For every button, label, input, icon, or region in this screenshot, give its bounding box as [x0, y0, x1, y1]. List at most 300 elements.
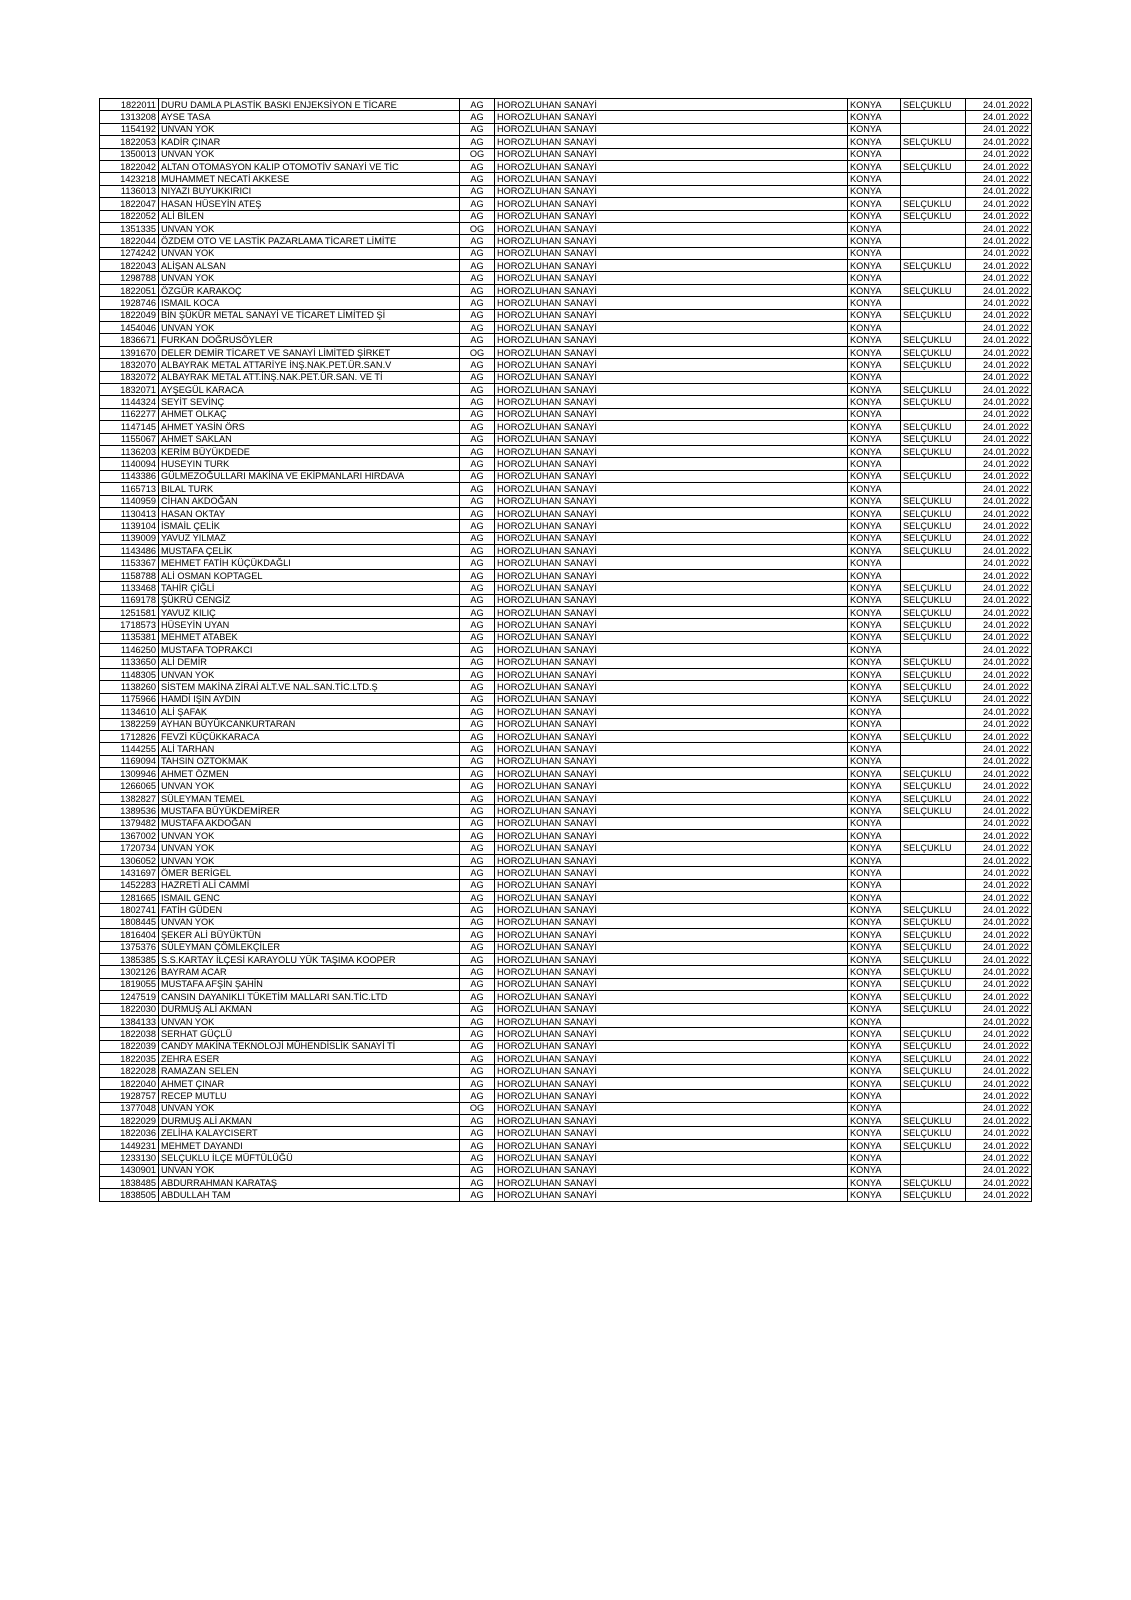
cell-name: UNVAN YOK: [159, 854, 460, 866]
cell-name: HAZRETİ ALİ CAMMİ: [159, 879, 460, 891]
table-row: [100, 1065, 1032, 1077]
cell-zone: HOROZLUHAN SANAYİ: [495, 817, 848, 829]
cell-id: 1309946: [100, 768, 159, 780]
cell-id: 1822043: [100, 260, 159, 272]
cell-name: SİSTEM MAKİNA ZİRAİ ALT.VE NAL.SAN.TİC.LTD.Ş: [159, 681, 460, 693]
cell-id: 1139009: [100, 532, 159, 544]
table-row: [100, 1176, 1032, 1188]
cell-date: 24.01.2022: [966, 706, 1032, 718]
table-row: [100, 904, 1032, 916]
cell-district: [901, 458, 966, 470]
cell-city: KONYA: [848, 173, 901, 185]
cell-zone: HOROZLUHAN SANAYİ: [495, 334, 848, 346]
cell-name: SÜLEYMAN ÇÖMLEKÇİLER: [159, 941, 460, 953]
cell-city: KONYA: [848, 483, 901, 495]
cell-date: 24.01.2022: [966, 545, 1032, 557]
cell-zone: HOROZLUHAN SANAYİ: [495, 730, 848, 742]
cell-name: MEHMET DAYANDI: [159, 1139, 460, 1151]
cell-id: 1822047: [100, 198, 159, 210]
cell-city: KONYA: [848, 1164, 901, 1176]
cell-district: SELÇUKLU: [901, 532, 966, 544]
cell-date: 24.01.2022: [966, 991, 1032, 1003]
table-body: [100, 99, 1032, 1202]
cell-city: KONYA: [848, 1090, 901, 1102]
cell-zone: HOROZLUHAN SANAYİ: [495, 1040, 848, 1052]
cell-date: 24.01.2022: [966, 309, 1032, 321]
cell-district: SELÇUKLU: [901, 545, 966, 557]
cell-district: SELÇUKLU: [901, 631, 966, 643]
cell-name: GÜLMEZOĞULLARI MAKİNA VE EKİPMANLARI HIRDAVA: [159, 470, 460, 482]
cell-date: 24.01.2022: [966, 334, 1032, 346]
outage-table: [99, 98, 1032, 1202]
cell-city: KONYA: [848, 1040, 901, 1052]
cell-district: [901, 371, 966, 383]
cell-zone: HOROZLUHAN SANAYİ: [495, 842, 848, 854]
table-row: [100, 284, 1032, 296]
cell-name: ALİ DEMİR: [159, 656, 460, 668]
table-row: [100, 260, 1032, 272]
cell-type: AG: [460, 594, 495, 606]
cell-name: ŞÜKRÜ CENGİZ: [159, 594, 460, 606]
cell-id: 1266065: [100, 780, 159, 792]
cell-zone: HOROZLUHAN SANAYİ: [495, 123, 848, 135]
cell-city: KONYA: [848, 210, 901, 222]
cell-name: FURKAN DOĞRUSÖYLER: [159, 334, 460, 346]
cell-type: AG: [460, 396, 495, 408]
cell-city: KONYA: [848, 495, 901, 507]
cell-type: AG: [460, 210, 495, 222]
cell-name: HÜSEYİN UYAN: [159, 619, 460, 631]
cell-type: AG: [460, 1065, 495, 1077]
cell-name: RECEP MUTLU: [159, 1090, 460, 1102]
cell-type: AG: [460, 173, 495, 185]
cell-zone: HOROZLUHAN SANAYİ: [495, 916, 848, 928]
cell-district: [901, 483, 966, 495]
cell-date: 24.01.2022: [966, 408, 1032, 420]
cell-name: FEVZİ KÜÇÜKKARACA: [159, 730, 460, 742]
cell-district: SELÇUKLU: [901, 421, 966, 433]
cell-zone: HOROZLUHAN SANAYİ: [495, 1189, 848, 1201]
cell-district: SELÇUKLU: [901, 953, 966, 965]
cell-city: KONYA: [848, 817, 901, 829]
cell-name: CANDY MAKİNA TEKNOLOJİ MÜHENDİSLİK SANAYİ Tİ: [159, 1040, 460, 1052]
cell-district: [901, 817, 966, 829]
table-row: [100, 1139, 1032, 1151]
cell-id: 1816404: [100, 929, 159, 941]
cell-district: SELÇUKLU: [901, 1053, 966, 1065]
table-row: [100, 1115, 1032, 1127]
cell-type: AG: [460, 904, 495, 916]
cell-district: SELÇUKLU: [901, 334, 966, 346]
cell-zone: HOROZLUHAN SANAYİ: [495, 210, 848, 222]
table-row: [100, 198, 1032, 210]
cell-zone: HOROZLUHAN SANAYİ: [495, 185, 848, 197]
cell-date: 24.01.2022: [966, 1176, 1032, 1188]
cell-type: AG: [460, 545, 495, 557]
cell-district: [901, 743, 966, 755]
cell-city: KONYA: [848, 706, 901, 718]
cell-name: UNVAN YOK: [159, 1102, 460, 1114]
cell-date: 24.01.2022: [966, 520, 1032, 532]
cell-type: AG: [460, 483, 495, 495]
cell-name: UNVAN YOK: [159, 842, 460, 854]
table-row: [100, 755, 1032, 767]
cell-date: 24.01.2022: [966, 123, 1032, 135]
cell-name: BAYRAM ACAR: [159, 966, 460, 978]
cell-name: MUHAMMET NECATİ AKKESE: [159, 173, 460, 185]
cell-city: KONYA: [848, 532, 901, 544]
cell-id: 1822039: [100, 1040, 159, 1052]
table-row: [100, 297, 1032, 309]
cell-zone: HOROZLUHAN SANAYİ: [495, 780, 848, 792]
cell-id: 1146250: [100, 644, 159, 656]
cell-date: 24.01.2022: [966, 668, 1032, 680]
cell-name: MUSTAFA ÇELİK: [159, 545, 460, 557]
cell-id: 1384133: [100, 1015, 159, 1027]
cell-district: SELÇUKLU: [901, 1127, 966, 1139]
cell-zone: HOROZLUHAN SANAYİ: [495, 247, 848, 259]
cell-id: 1367002: [100, 830, 159, 842]
cell-district: [901, 185, 966, 197]
cell-type: AG: [460, 892, 495, 904]
cell-district: [901, 247, 966, 259]
cell-type: AG: [460, 507, 495, 519]
cell-district: SELÇUKLU: [901, 359, 966, 371]
cell-city: KONYA: [848, 656, 901, 668]
cell-date: 24.01.2022: [966, 768, 1032, 780]
cell-name: AYHAN BÜYÜKCANKURTARAN: [159, 718, 460, 730]
cell-date: 24.01.2022: [966, 99, 1032, 111]
cell-name: HASAN OKTAY: [159, 507, 460, 519]
cell-name: UNVAN YOK: [159, 780, 460, 792]
cell-zone: HOROZLUHAN SANAYİ: [495, 309, 848, 321]
cell-district: SELÇUKLU: [901, 842, 966, 854]
table-row: [100, 830, 1032, 842]
cell-zone: HOROZLUHAN SANAYİ: [495, 371, 848, 383]
cell-zone: HOROZLUHAN SANAYİ: [495, 483, 848, 495]
cell-name: UNVAN YOK: [159, 222, 460, 234]
cell-date: 24.01.2022: [966, 371, 1032, 383]
cell-district: [901, 879, 966, 891]
cell-city: KONYA: [848, 198, 901, 210]
cell-date: 24.01.2022: [966, 656, 1032, 668]
cell-date: 24.01.2022: [966, 185, 1032, 197]
cell-city: KONYA: [848, 941, 901, 953]
cell-type: AG: [460, 1164, 495, 1176]
cell-type: AG: [460, 817, 495, 829]
cell-name: ABDURRAHMAN KARATAŞ: [159, 1176, 460, 1188]
cell-type: AG: [460, 421, 495, 433]
cell-zone: HOROZLUHAN SANAYİ: [495, 991, 848, 1003]
cell-id: 1822030: [100, 1003, 159, 1015]
cell-name: MUSTAFA TOPRAKCI: [159, 644, 460, 656]
cell-name: RAMAZAN SELEN: [159, 1065, 460, 1077]
cell-district: [901, 644, 966, 656]
cell-id: 1138260: [100, 681, 159, 693]
cell-zone: HOROZLUHAN SANAYİ: [495, 136, 848, 148]
cell-type: AG: [460, 768, 495, 780]
cell-type: AG: [460, 607, 495, 619]
cell-city: KONYA: [848, 693, 901, 705]
cell-name: AYŞEGÜL KARACA: [159, 383, 460, 395]
cell-zone: HOROZLUHAN SANAYİ: [495, 272, 848, 284]
table-row: [100, 743, 1032, 755]
cell-district: [901, 1102, 966, 1114]
cell-zone: HOROZLUHAN SANAYİ: [495, 966, 848, 978]
table-row: [100, 879, 1032, 891]
cell-date: 24.01.2022: [966, 879, 1032, 891]
cell-name: UNVAN YOK: [159, 830, 460, 842]
cell-date: 24.01.2022: [966, 1065, 1032, 1077]
table-row: [100, 470, 1032, 482]
cell-name: YAVUZ KILIÇ: [159, 607, 460, 619]
cell-id: 1832072: [100, 371, 159, 383]
cell-name: SERHAT GÜÇLÜ: [159, 1028, 460, 1040]
cell-name: ÖZGÜR KARAKOÇ: [159, 284, 460, 296]
cell-name: UNVAN YOK: [159, 668, 460, 680]
cell-city: KONYA: [848, 668, 901, 680]
cell-date: 24.01.2022: [966, 1028, 1032, 1040]
cell-district: SELÇUKLU: [901, 1176, 966, 1188]
cell-id: 1382827: [100, 792, 159, 804]
cell-zone: HOROZLUHAN SANAYİ: [495, 222, 848, 234]
cell-district: SELÇUKLU: [901, 346, 966, 358]
cell-type: AG: [460, 322, 495, 334]
cell-name: TAHSIN OZTOKMAK: [159, 755, 460, 767]
cell-city: KONYA: [848, 953, 901, 965]
table-row: [100, 953, 1032, 965]
cell-type: OG: [460, 222, 495, 234]
cell-type: AG: [460, 1040, 495, 1052]
cell-id: 1158788: [100, 569, 159, 581]
cell-date: 24.01.2022: [966, 607, 1032, 619]
table-row: [100, 334, 1032, 346]
cell-city: KONYA: [848, 1102, 901, 1114]
cell-zone: HOROZLUHAN SANAYİ: [495, 1077, 848, 1089]
cell-date: 24.01.2022: [966, 1015, 1032, 1027]
cell-city: KONYA: [848, 136, 901, 148]
cell-name: NIYAZI BUYUKKIRICI: [159, 185, 460, 197]
cell-date: 24.01.2022: [966, 433, 1032, 445]
cell-city: KONYA: [848, 966, 901, 978]
cell-id: 1175966: [100, 693, 159, 705]
table-row: [100, 1040, 1032, 1052]
cell-name: ALBAYRAK METAL ATT.İNŞ.NAK.PET.ÜR.SAN. VE Tİ: [159, 371, 460, 383]
cell-id: 1822051: [100, 284, 159, 296]
cell-id: 1822052: [100, 210, 159, 222]
table-row: [100, 631, 1032, 643]
cell-name: SÜLEYMAN TEMEL: [159, 792, 460, 804]
cell-date: 24.01.2022: [966, 978, 1032, 990]
cell-district: [901, 272, 966, 284]
cell-date: 24.01.2022: [966, 421, 1032, 433]
cell-name: MUSTAFA AKDOĞAN: [159, 817, 460, 829]
cell-district: [901, 297, 966, 309]
table-row: [100, 941, 1032, 953]
cell-zone: HOROZLUHAN SANAYİ: [495, 1102, 848, 1114]
cell-date: 24.01.2022: [966, 792, 1032, 804]
table-row: [100, 966, 1032, 978]
cell-zone: HOROZLUHAN SANAYİ: [495, 1003, 848, 1015]
cell-type: AG: [460, 99, 495, 111]
cell-type: AG: [460, 780, 495, 792]
cell-id: 1822029: [100, 1115, 159, 1127]
cell-date: 24.01.2022: [966, 1003, 1032, 1015]
cell-district: [901, 148, 966, 160]
cell-zone: HOROZLUHAN SANAYİ: [495, 557, 848, 569]
cell-name: S.S.KARTAY İLÇESİ KARAYOLU YÜK TAŞIMA KOOPER: [159, 953, 460, 965]
cell-city: KONYA: [848, 507, 901, 519]
cell-name: MEHMET ATABEK: [159, 631, 460, 643]
cell-district: SELÇUKLU: [901, 1065, 966, 1077]
cell-id: 1838505: [100, 1189, 159, 1201]
cell-zone: HOROZLUHAN SANAYİ: [495, 706, 848, 718]
cell-zone: HOROZLUHAN SANAYİ: [495, 941, 848, 953]
cell-name: UNVAN YOK: [159, 916, 460, 928]
cell-district: SELÇUKLU: [901, 582, 966, 594]
cell-district: [901, 1015, 966, 1027]
cell-district: [901, 830, 966, 842]
cell-date: 24.01.2022: [966, 1090, 1032, 1102]
cell-city: KONYA: [848, 297, 901, 309]
table-row: [100, 805, 1032, 817]
cell-city: KONYA: [848, 879, 901, 891]
cell-type: AG: [460, 408, 495, 420]
cell-district: SELÇUKLU: [901, 284, 966, 296]
cell-date: 24.01.2022: [966, 854, 1032, 866]
table-row: [100, 322, 1032, 334]
cell-id: 1136013: [100, 185, 159, 197]
cell-name: DELER DEMİR TİCARET VE SANAYİ LİMİTED ŞİRKET: [159, 346, 460, 358]
cell-district: SELÇUKLU: [901, 607, 966, 619]
table-row: [100, 532, 1032, 544]
cell-date: 24.01.2022: [966, 631, 1032, 643]
cell-zone: HOROZLUHAN SANAYİ: [495, 545, 848, 557]
table-row: [100, 520, 1032, 532]
cell-name: AHMET ÖZMEN: [159, 768, 460, 780]
cell-id: 1147145: [100, 421, 159, 433]
cell-date: 24.01.2022: [966, 557, 1032, 569]
cell-district: SELÇUKLU: [901, 470, 966, 482]
cell-id: 1169178: [100, 594, 159, 606]
cell-district: SELÇUKLU: [901, 136, 966, 148]
cell-id: 1822042: [100, 160, 159, 172]
cell-city: KONYA: [848, 359, 901, 371]
cell-id: 1302126: [100, 966, 159, 978]
cell-district: SELÇUKLU: [901, 681, 966, 693]
cell-city: KONYA: [848, 619, 901, 631]
cell-zone: HOROZLUHAN SANAYİ: [495, 792, 848, 804]
cell-district: SELÇUKLU: [901, 929, 966, 941]
cell-name: MUSTAFA AFŞİN ŞAHİN: [159, 978, 460, 990]
cell-type: AG: [460, 309, 495, 321]
cell-district: [901, 557, 966, 569]
cell-date: 24.01.2022: [966, 222, 1032, 234]
cell-city: KONYA: [848, 805, 901, 817]
cell-type: AG: [460, 371, 495, 383]
cell-date: 24.01.2022: [966, 322, 1032, 334]
cell-district: [901, 123, 966, 135]
table-row: [100, 173, 1032, 185]
cell-type: AG: [460, 123, 495, 135]
cell-date: 24.01.2022: [966, 1127, 1032, 1139]
table-row: [100, 607, 1032, 619]
cell-name: CİHAN AKDOĞAN: [159, 495, 460, 507]
cell-type: AG: [460, 247, 495, 259]
cell-city: KONYA: [848, 1139, 901, 1151]
cell-city: KONYA: [848, 594, 901, 606]
cell-name: UNVAN YOK: [159, 1164, 460, 1176]
table-row: [100, 619, 1032, 631]
cell-name: ALİ BİLEN: [159, 210, 460, 222]
cell-name: ZELİHA KALAYCISERT: [159, 1127, 460, 1139]
table-row: [100, 235, 1032, 247]
cell-date: 24.01.2022: [966, 830, 1032, 842]
cell-id: 1281665: [100, 892, 159, 904]
cell-zone: HOROZLUHAN SANAYİ: [495, 111, 848, 123]
cell-city: KONYA: [848, 681, 901, 693]
cell-date: 24.01.2022: [966, 346, 1032, 358]
cell-zone: HOROZLUHAN SANAYİ: [495, 458, 848, 470]
cell-date: 24.01.2022: [966, 1189, 1032, 1201]
cell-type: OG: [460, 1102, 495, 1114]
table-row: [100, 582, 1032, 594]
cell-date: 24.01.2022: [966, 743, 1032, 755]
cell-id: 1133650: [100, 656, 159, 668]
cell-zone: HOROZLUHAN SANAYİ: [495, 879, 848, 891]
cell-zone: HOROZLUHAN SANAYİ: [495, 408, 848, 420]
cell-date: 24.01.2022: [966, 755, 1032, 767]
cell-name: KADİR ÇINAR: [159, 136, 460, 148]
cell-id: 1351335: [100, 222, 159, 234]
cell-zone: HOROZLUHAN SANAYİ: [495, 1127, 848, 1139]
cell-zone: HOROZLUHAN SANAYİ: [495, 148, 848, 160]
table-row: [100, 1015, 1032, 1027]
cell-date: 24.01.2022: [966, 445, 1032, 457]
cell-city: KONYA: [848, 1127, 901, 1139]
cell-type: AG: [460, 1015, 495, 1027]
cell-date: 24.01.2022: [966, 693, 1032, 705]
cell-name: ALİ OSMAN KOPTAGEL: [159, 569, 460, 581]
cell-district: SELÇUKLU: [901, 309, 966, 321]
cell-id: 1720734: [100, 842, 159, 854]
cell-name: DURMUŞ ALİ AKMAN: [159, 1115, 460, 1127]
table-row: [100, 817, 1032, 829]
table-row: [100, 383, 1032, 395]
table-row: [100, 185, 1032, 197]
cell-city: KONYA: [848, 1053, 901, 1065]
cell-id: 1802741: [100, 904, 159, 916]
cell-type: AG: [460, 619, 495, 631]
cell-city: KONYA: [848, 334, 901, 346]
cell-district: SELÇUKLU: [901, 991, 966, 1003]
cell-district: SELÇUKLU: [901, 260, 966, 272]
cell-zone: HOROZLUHAN SANAYİ: [495, 1115, 848, 1127]
cell-zone: HOROZLUHAN SANAYİ: [495, 1028, 848, 1040]
cell-id: 1143486: [100, 545, 159, 557]
cell-id: 1822053: [100, 136, 159, 148]
cell-zone: HOROZLUHAN SANAYİ: [495, 470, 848, 482]
cell-zone: HOROZLUHAN SANAYİ: [495, 396, 848, 408]
cell-date: 24.01.2022: [966, 297, 1032, 309]
cell-type: AG: [460, 1139, 495, 1151]
cell-zone: HOROZLUHAN SANAYİ: [495, 718, 848, 730]
cell-zone: HOROZLUHAN SANAYİ: [495, 755, 848, 767]
cell-district: SELÇUKLU: [901, 1028, 966, 1040]
cell-id: 1431697: [100, 867, 159, 879]
cell-zone: HOROZLUHAN SANAYİ: [495, 1176, 848, 1188]
cell-city: KONYA: [848, 284, 901, 296]
